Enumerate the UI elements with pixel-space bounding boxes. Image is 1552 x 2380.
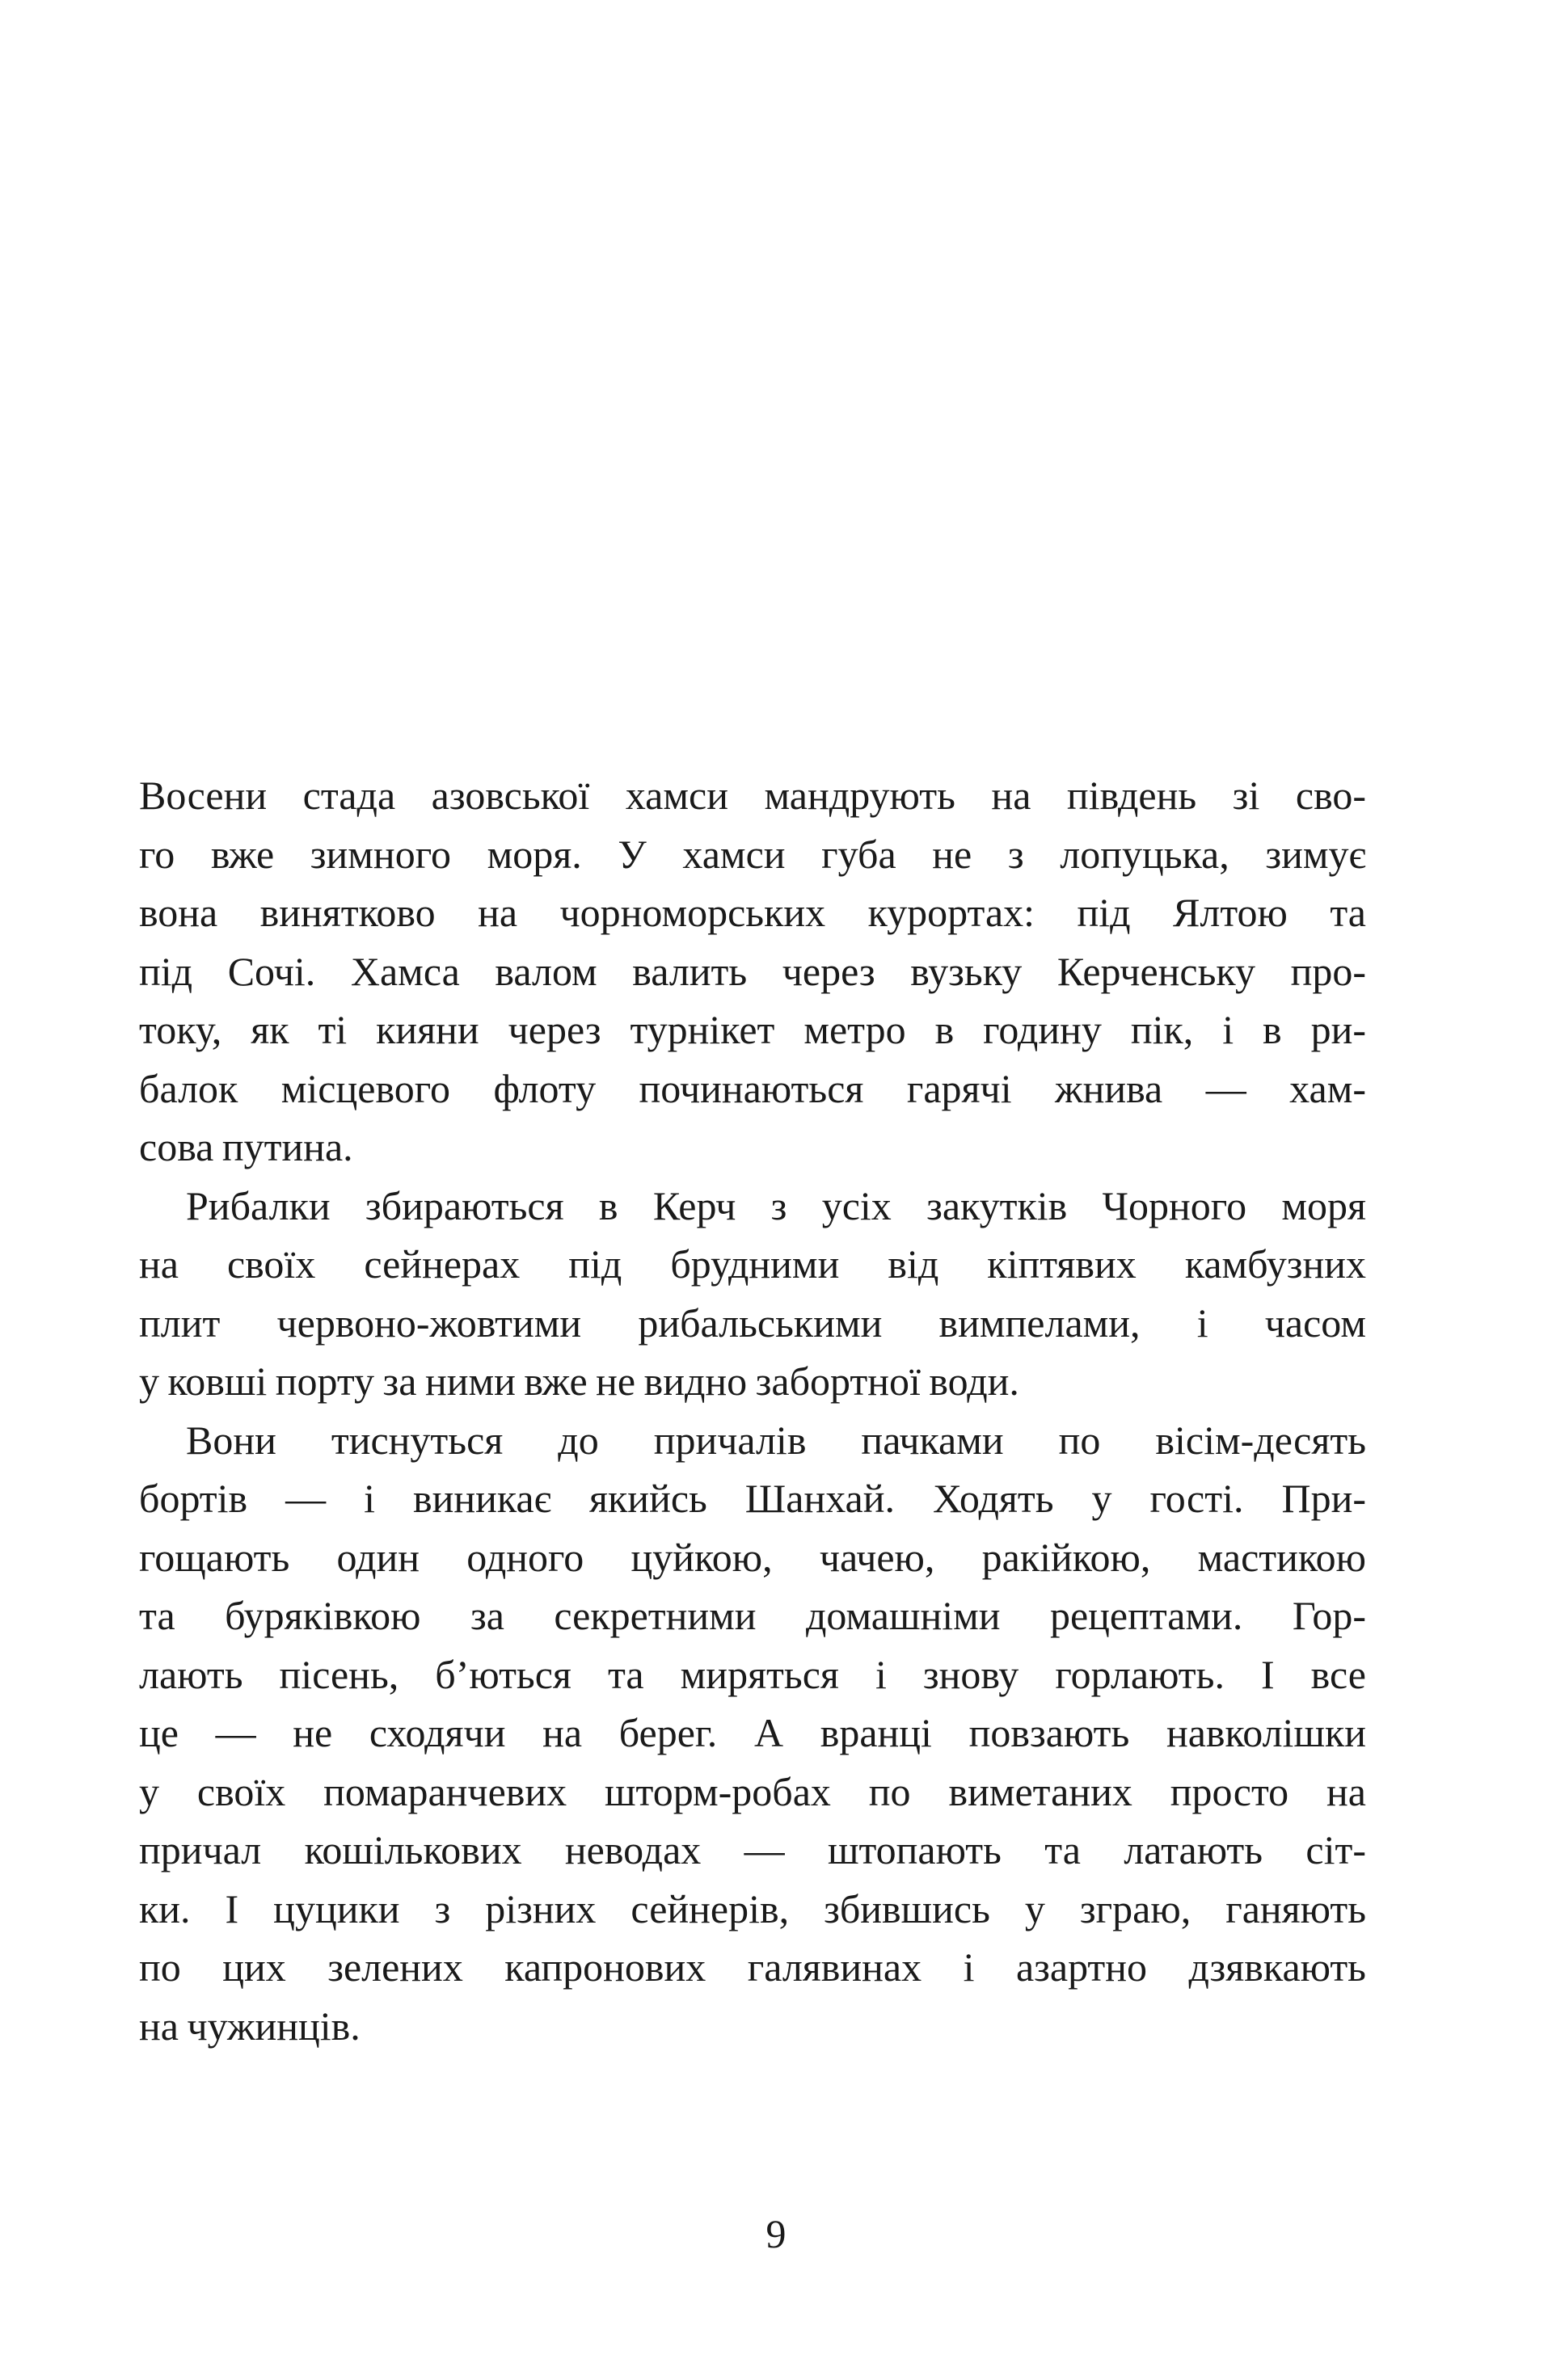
text-line: по цих зелених капронових галявинах і азартно дзявкають — [139, 1944, 1366, 1990]
text-line: причал кошількових неводах — штопають та латають сіт- — [139, 1827, 1366, 1872]
text-line: го вже зимного моря. У хамси губа не з лопуцька, зимує — [139, 831, 1366, 877]
text-line: гощають один одного цуйкою, чачею, ракійкою, мастикою — [139, 1534, 1366, 1580]
text-line: Рибалки збираються в Керч з усіх закутків Чорного моря — [186, 1182, 1366, 1228]
paragraph — [139, 766, 1366, 1177]
text-line: бортів — і виникає якийсь Шанхай. Ходять у гості. При- — [139, 1476, 1366, 1521]
text-line: на чужинців. — [139, 2003, 361, 2049]
text-line: плит червоно-жовтими рибальськими вимпелами, і часом — [139, 1300, 1366, 1346]
paragraph — [139, 1177, 1366, 1411]
text-line: сова путина. — [139, 1124, 353, 1169]
text-line: току, як ті кияни через турнікет метро в годину пік, і в ри- — [139, 1007, 1366, 1052]
text-line: у своїх помаранчевих шторм-робах по виметаних просто на — [139, 1768, 1366, 1814]
text-line: лають пісень, б’ються та миряться і знову горлають. І все — [139, 1651, 1366, 1697]
text-line: ки. І цуцики з різних сейнерів, збившись у зграю, ганяють — [139, 1885, 1366, 1931]
body-text — [139, 766, 1366, 2055]
text-line: у ковші порту за ними вже не видно забортної води. — [139, 1358, 1019, 1404]
text-line: та буряківкою за секретними домашніми рецептами. Гор- — [139, 1593, 1366, 1638]
text-line: це — не сходячи на берег. А вранці повзають навколішки — [139, 1710, 1366, 1755]
text-line: на своїх сейнерах під брудними від кіптявих камбузних — [139, 1241, 1366, 1287]
text-line: Вони тиснуться до причалів пачками по вісім-десять — [186, 1417, 1366, 1463]
text-line: під Сочі. Хамса валом валить через вузьку Керченську про- — [139, 948, 1366, 994]
text-line: Восени стада азовської хамси мандрують на південь зі сво- — [139, 773, 1366, 818]
text-line: балок місцевого флоту починаються гарячі жнива — хам- — [139, 1065, 1366, 1111]
text-line: вона винятково на чорноморських курортах: під Ялтою та — [139, 890, 1366, 935]
paragraph — [139, 1411, 1366, 2056]
page-number: 9 — [765, 2211, 787, 2256]
